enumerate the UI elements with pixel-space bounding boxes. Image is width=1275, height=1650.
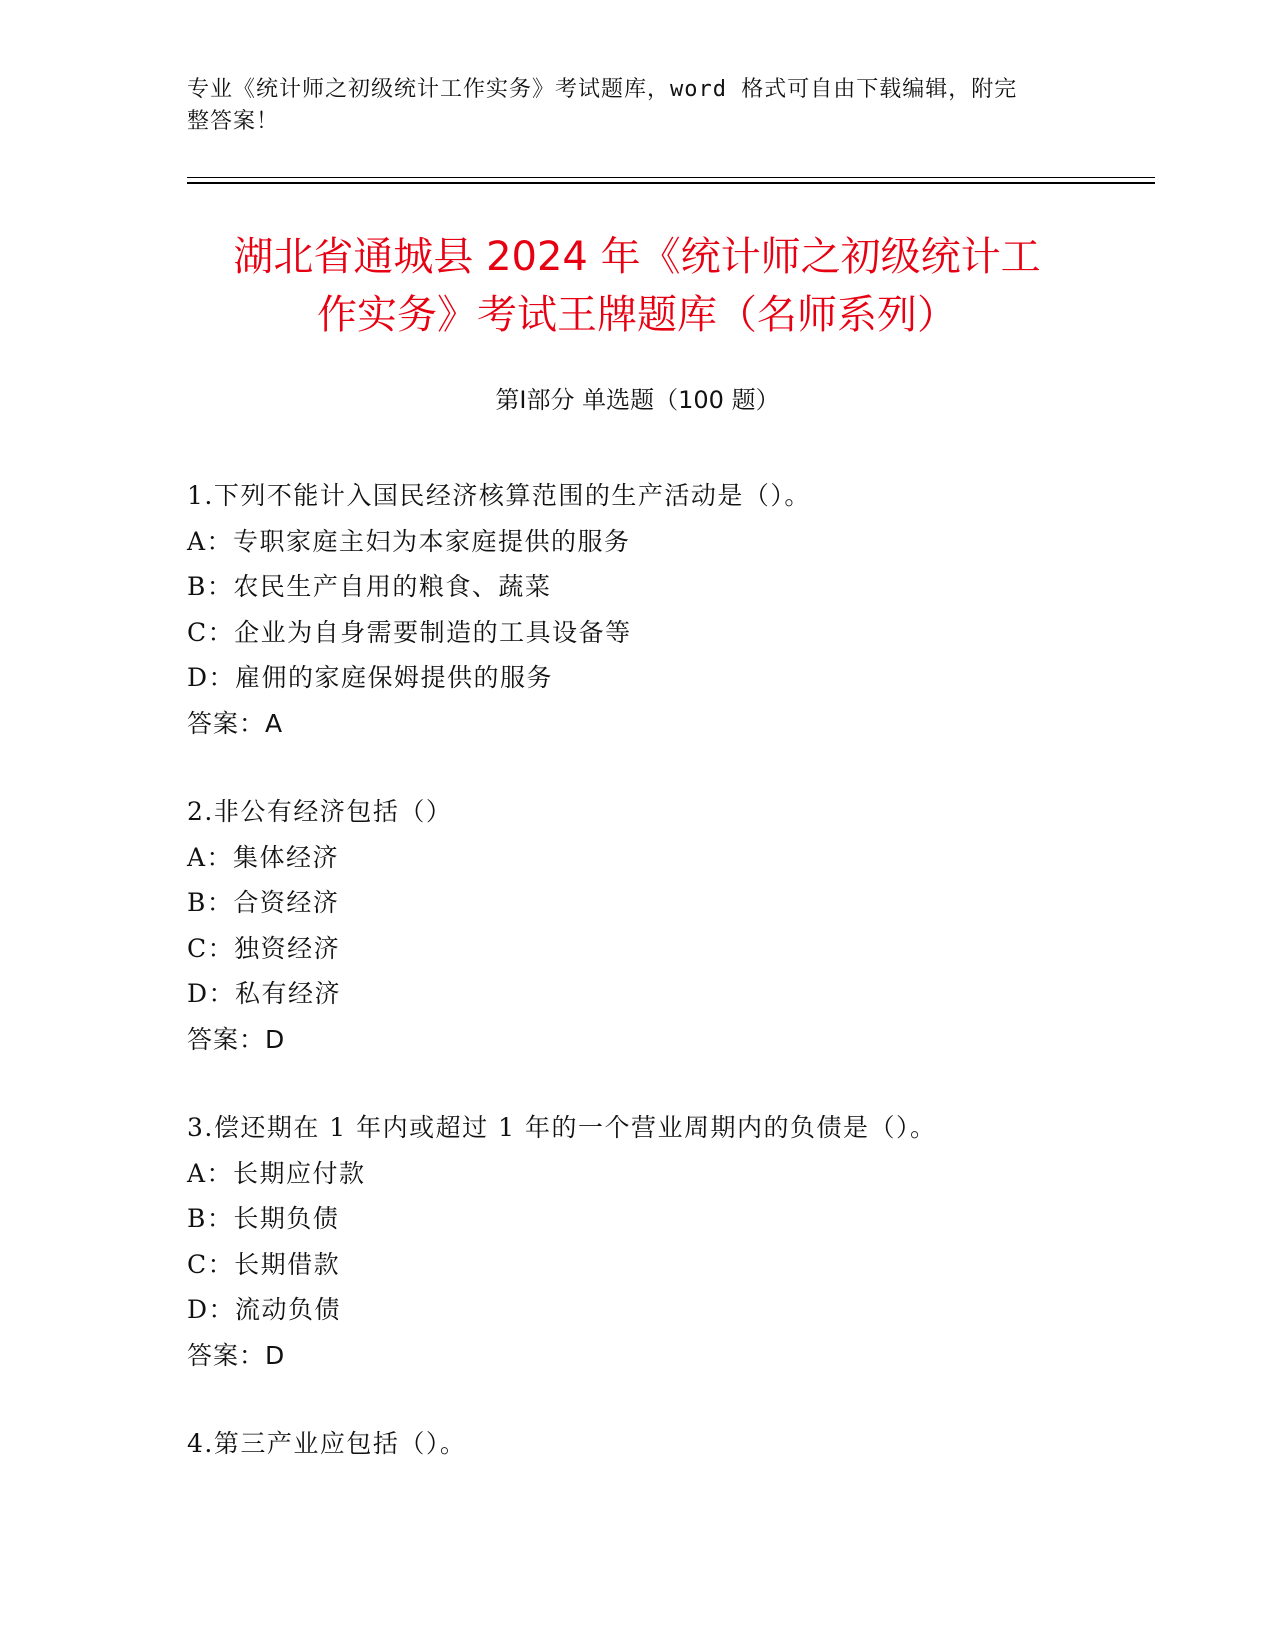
section-title: 第Ⅰ部分 单选题（100 题） — [495, 386, 780, 414]
question-item — [187, 473, 1187, 746]
option-c: C：长期借款 — [187, 1249, 341, 1279]
option-d: D：流动负债 — [187, 1295, 342, 1324]
option-a: A：长期应付款 — [187, 1158, 366, 1188]
header-divider-thin — [187, 177, 1155, 178]
question-stem: 3.偿还期在 1 年内或超过 1 年的一个营业周期内的负债是（）。 — [187, 1113, 937, 1142]
document-title-line-1: 湖北省通城县 2024 年《统计师之初级统计工 — [233, 234, 1041, 280]
question-item — [187, 1105, 1187, 1378]
header-note-line-1: 专业《统计师之初级统计工作实务》考试题库，word 格式可自由下载编辑，附完 — [187, 77, 1018, 102]
question-stem: 1.下列不能计入国民经济核算范围的生产活动是（）。 — [187, 481, 811, 510]
option-a: A：集体经济 — [187, 842, 340, 872]
option-c: C：企业为自身需要制造的工具设备等 — [187, 617, 632, 647]
header-note-line-2: 整答案！ — [187, 109, 280, 134]
option-d: D：私有经济 — [187, 979, 342, 1008]
answer-line: 答案：D — [187, 1340, 286, 1370]
answer-line: 答案：D — [187, 1024, 286, 1054]
document-title — [187, 228, 1087, 344]
question-stem: 2.非公有经济包括（） — [187, 797, 453, 826]
option-b: B：农民生产自用的粮食、蔬菜 — [187, 572, 552, 601]
answer-line: 答案：A — [187, 708, 284, 738]
question-stem: 4.第三产业应包括（）。 — [187, 1429, 467, 1458]
option-a: A：专职家庭主妇为本家庭提供的服务 — [187, 526, 631, 556]
option-b: B：长期负债 — [187, 1204, 340, 1233]
option-d: D：雇佣的家庭保姆提供的服务 — [187, 663, 554, 692]
question-item — [187, 1421, 1187, 1467]
option-c: C：独资经济 — [187, 933, 341, 963]
header-note — [187, 74, 1067, 138]
option-b: B：合资经济 — [187, 888, 340, 917]
header-divider-thick — [187, 182, 1155, 184]
document-title-line-2: 作实务》考试王牌题库（名师系列） — [317, 292, 957, 338]
question-list — [187, 473, 1187, 1510]
question-item — [187, 789, 1187, 1062]
